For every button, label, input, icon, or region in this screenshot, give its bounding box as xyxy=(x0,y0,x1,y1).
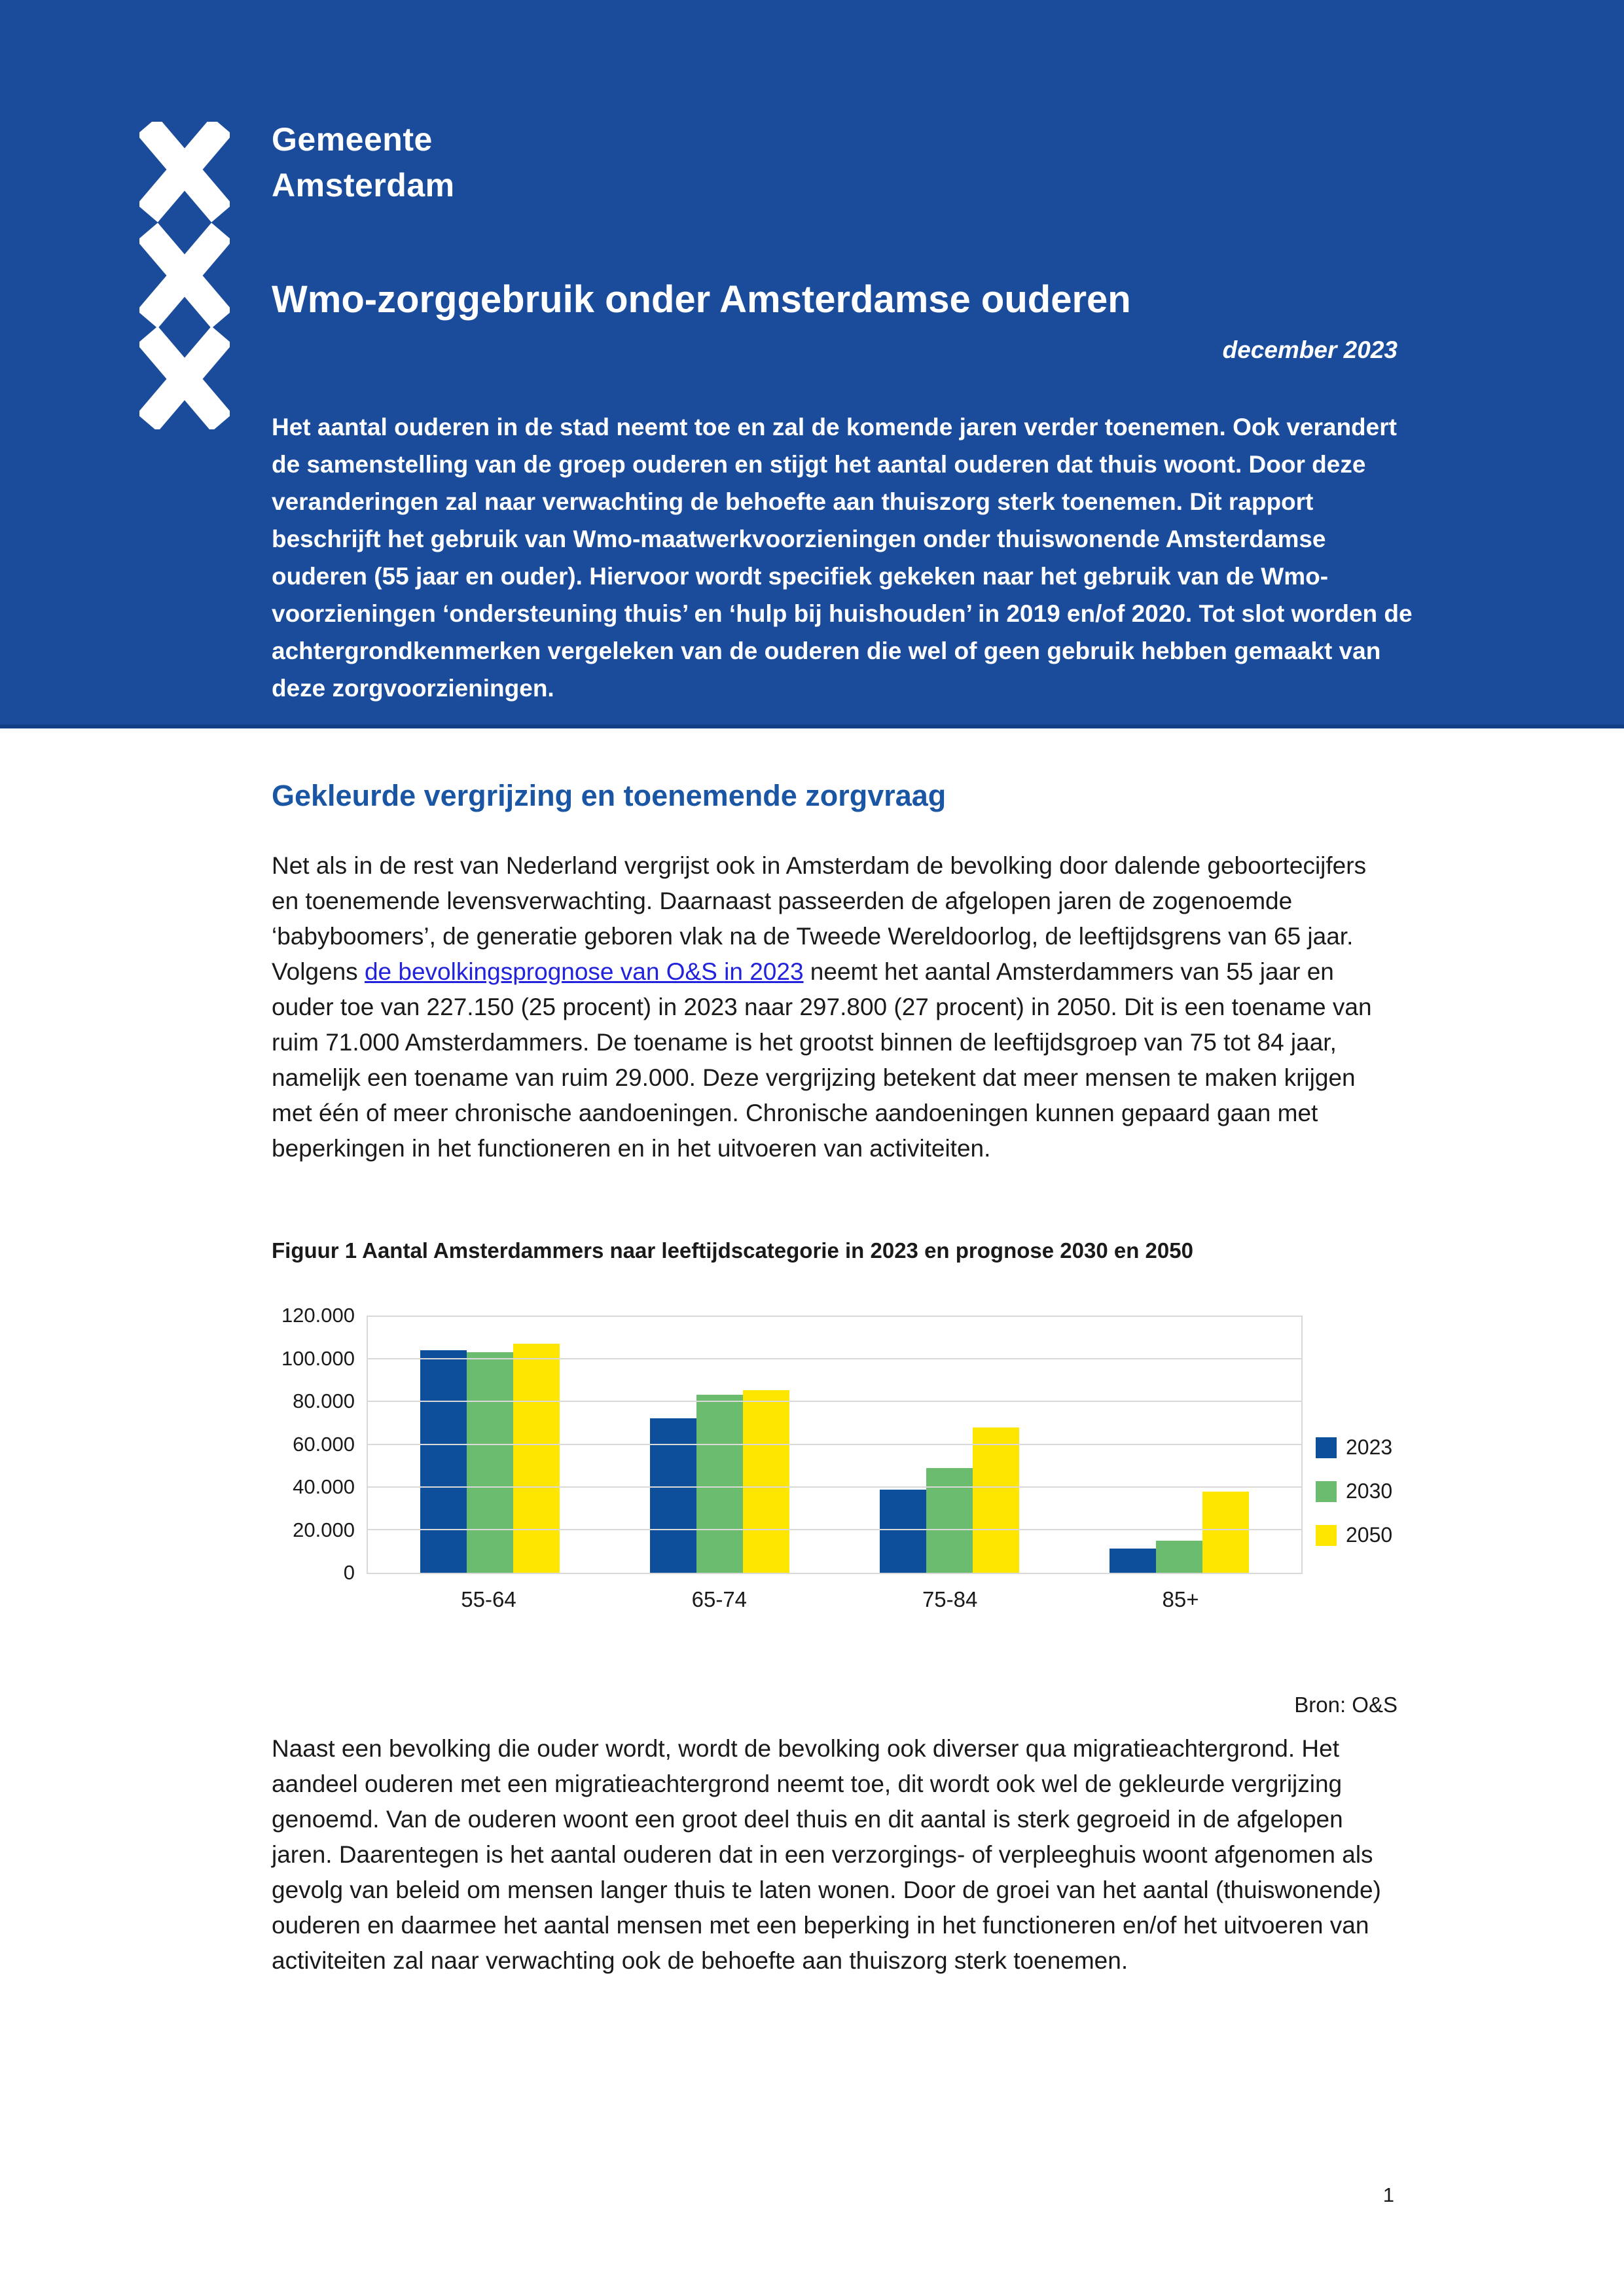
report-title: Wmo-zorggebruik onder Amsterdamse ouderen xyxy=(272,278,1131,321)
chart-y-axis xyxy=(281,1304,355,1584)
chart-gridline xyxy=(368,1401,1301,1402)
figure1-bar-chart xyxy=(281,1304,1420,1676)
report-date: december 2023 xyxy=(1222,336,1398,363)
y-axis-tick-label: 0 xyxy=(343,1561,355,1584)
bar-2030-65-74 xyxy=(696,1395,743,1573)
y-axis-tick-label: 40.000 xyxy=(293,1475,355,1499)
bar-group-65-74 xyxy=(650,1317,789,1573)
y-axis-tick-label: 80.000 xyxy=(293,1390,355,1413)
paragraph-text-after-link: neemt het aantal Amsterdammers van 55 jaar en ouder toe van 227.150 (25 procent) in 2023 naar 297.800 (27 procent) in 2050. Dit is een toename van ruim 71.000 Amsterdammers. De toename is het grootst binnen de leeftijdsgroep van 75 tot 84 jaar, namelijk een toename van ruim 29.000. Deze vergrijzing betekent dat meer mensen te maken krijgen met één of meer chronische aandoeningen. Chronische aandoeningen kunnen gepaard gaan met beperkingen in het functioneren en in het uitvoeren van activiteiten. xyxy=(272,958,1372,1162)
legend-swatch-icon xyxy=(1316,1437,1337,1458)
intro-paragraph: Het aantal ouderen in de stad neemt toe en zal de komende jaren verder toenemen. Ook verandert de samenstelling van de groep ouderen en stijgt het aantal ouderen dat thuis woont. Door deze veranderingen zal naar verwachting de behoefte aan thuiszorg sterk toenemen. Dit rapport beschrijft het gebruik van Wmo-maatwerkvoorzieningen onder thuiswonende Amsterdamse ouderen (55 jaar en ouder). Hiervoor wordt specifiek gekeken naar het gebruik van de Wmo-voorzieningen ‘ondersteuning thuis’ en ‘hulp bij huishouden’ in 2019 en/of 2020. Tot slot worden de achtergrondkenmerken vergeleken van de ouderen die wel of geen gebruik hebben gemaakt van deze zorgvoorzieningen. xyxy=(272,414,1413,702)
bar-group-55-64 xyxy=(420,1317,560,1573)
chart-gridline xyxy=(368,1486,1301,1488)
bar-2050-65-74 xyxy=(743,1390,789,1573)
bar-2050-85+ xyxy=(1202,1492,1249,1573)
body-paragraph-1 xyxy=(272,848,1381,1166)
paragraph-text-before-link: Net als in de rest van Nederland vergrijst ook in Amsterdam de bevolking door dalende geboortecijfers en toenemende levensverwachting. Daarnaast passeerden de afgelopen jaren de zogenoemde ‘babyboomers’, de generatie geboren vlak na de Tweede Wereldoorlog, de leeftijdsgrens van 65 jaar. Volgens xyxy=(272,852,1367,985)
chart-gridline xyxy=(368,1444,1301,1445)
y-axis-tick-label: 20.000 xyxy=(293,1518,355,1541)
page-number: 1 xyxy=(1382,2183,1394,2206)
org-name-line1: Gemeente xyxy=(272,121,433,158)
chart-gridline xyxy=(368,1358,1301,1359)
bar-2030-55-64 xyxy=(467,1352,513,1573)
bar-2030-75-84 xyxy=(926,1468,973,1573)
body-paragraph-2: Naast een bevolking die ouder wordt, wordt de bevolking ook diverser qua migratieachtergrond. Het aandeel ouderen met een migratieachtergrond neemt toe, dit wordt ook wel de gekleurde vergrijzing genoemd. Van de ouderen woont een groot deel thuis en dit aantal is sterk gegroeid in de afgelopen jaren. Daarentegen is het aantal ouderen dat in een verzorgings- of verpleeghuis woont afgenomen als gevolg van beleid om mensen langer thuis te laten wonen. Door de groei van het aantal (thuiswonende) ouderen en daarmee het aantal mensen met een beperking in het functioneren en/of het uitvoeren van activiteiten zal naar verwachting ook de behoefte aan thuiszorg sterk toenemen. xyxy=(272,1735,1381,1974)
x-axis-tick-label: 85+ xyxy=(1162,1587,1199,1611)
source-note: Bron: O&S xyxy=(1294,1693,1398,1717)
x-axis-tick-label: 65-74 xyxy=(691,1587,748,1611)
x-axis-tick-label: 75-84 xyxy=(922,1587,978,1611)
legend-item-2030 xyxy=(1316,1479,1392,1503)
chart-gridline xyxy=(368,1529,1301,1530)
y-axis-tick-label: 120.000 xyxy=(281,1304,355,1327)
legend-label: 2030 xyxy=(1346,1479,1393,1503)
bar-2050-55-64 xyxy=(513,1344,560,1573)
section-heading: Gekleurde vergrijzing en toenemende zorgvraag xyxy=(272,779,947,812)
legend-item-2050 xyxy=(1316,1523,1392,1547)
legend-item-2023 xyxy=(1316,1435,1392,1460)
figure-caption: Figuur 1 Aantal Amsterdammers naar leeftijdscategorie in 2023 en prognose 2030 en 2050 xyxy=(272,1238,1193,1263)
legend-label: 2050 xyxy=(1346,1523,1393,1547)
chart-plot-area xyxy=(367,1316,1303,1574)
header-banner xyxy=(0,0,1624,728)
chart-x-axis xyxy=(367,1587,1303,1612)
bar-2023-65-74 xyxy=(650,1418,696,1573)
chart-bars xyxy=(368,1317,1301,1573)
legend-swatch-icon xyxy=(1316,1481,1337,1502)
legend-swatch-icon xyxy=(1316,1525,1337,1546)
bar-2050-75-84 xyxy=(973,1427,1019,1573)
population-forecast-link[interactable]: de bevolkingsprognose van O&S in 2023 xyxy=(364,958,804,985)
x-axis-tick-label: 55-64 xyxy=(461,1587,516,1611)
org-name-line2: Amsterdam xyxy=(272,167,455,204)
bar-2030-85+ xyxy=(1156,1541,1202,1573)
bar-2023-85+ xyxy=(1110,1549,1156,1573)
chart-legend xyxy=(1316,1435,1392,1547)
legend-label: 2023 xyxy=(1346,1435,1393,1459)
bar-2023-55-64 xyxy=(420,1350,467,1573)
y-axis-tick-label: 60.000 xyxy=(293,1432,355,1456)
y-axis-tick-label: 100.000 xyxy=(281,1346,355,1370)
bar-2023-75-84 xyxy=(880,1490,926,1573)
amsterdam-logo-icon xyxy=(139,122,230,429)
bar-group-75-84 xyxy=(880,1317,1019,1573)
org-name xyxy=(272,117,455,208)
bar-group-85+ xyxy=(1110,1317,1249,1573)
